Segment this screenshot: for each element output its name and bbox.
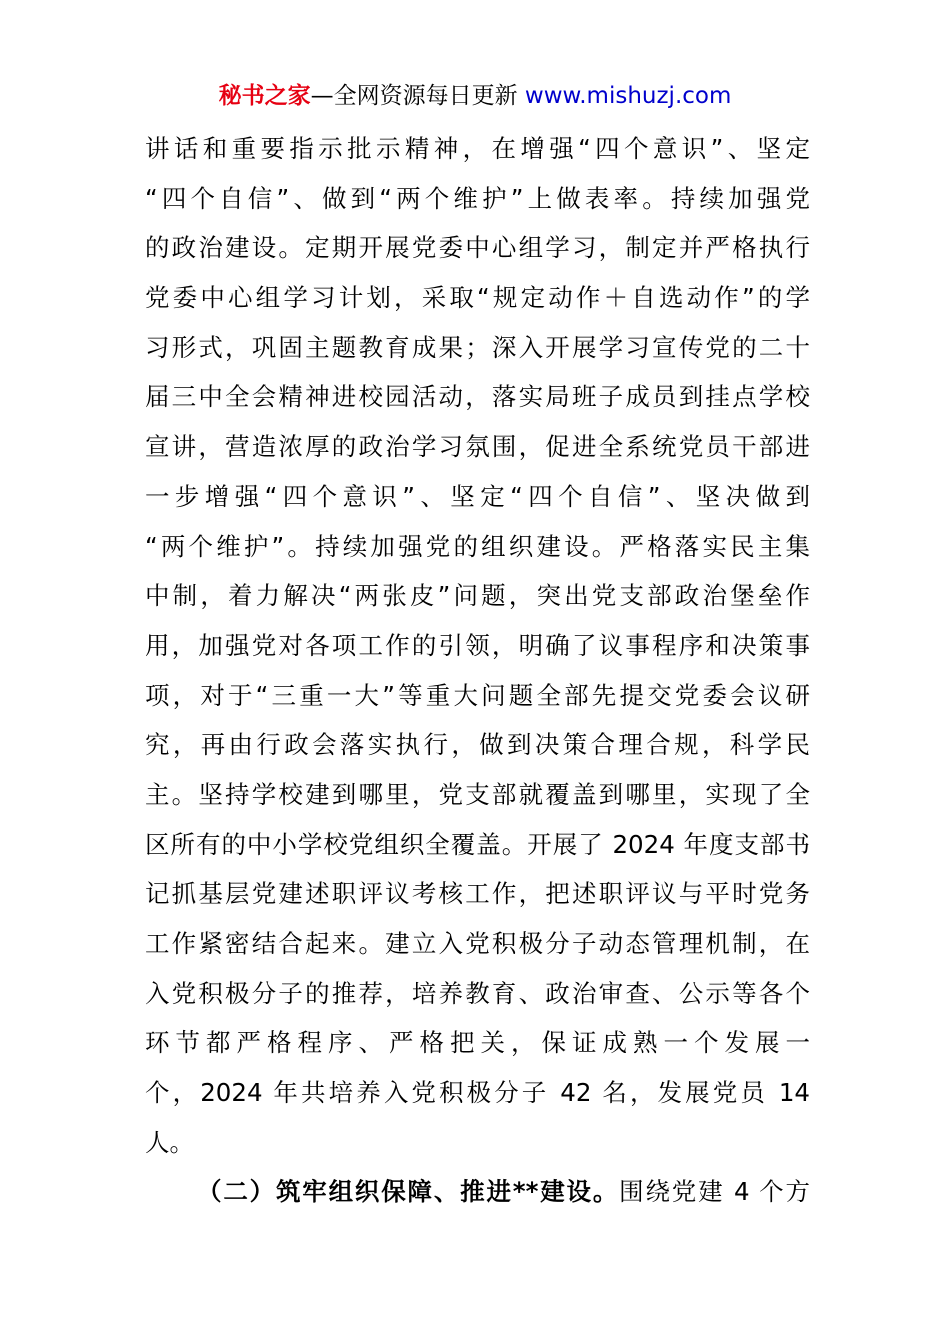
- site-url-link[interactable]: www.mishuzj.com: [524, 83, 732, 109]
- text-line: 的政治建设。定期开展党委中心组学习，制定并严格执行: [145, 233, 810, 263]
- paragraph-2: [145, 1167, 810, 1217]
- text-line: 用，加强党对各项工作的引领，明确了议事程序和决策事: [145, 630, 810, 660]
- text-line: 项，对于“三重一大”等重大问题全部先提交党委会议研: [145, 680, 810, 710]
- text-line: “四个自信”、做到“两个维护”上做表率。持续加强党: [145, 183, 810, 213]
- text-line: “两个维护”。持续加强党的组织建设。严格落实民主集: [145, 531, 810, 561]
- brand-name: 秘书之家: [218, 83, 311, 109]
- text-line: 记抓基层党建述职评议考核工作，把述职评议与平时党务: [145, 879, 810, 909]
- document-body: [145, 124, 810, 1217]
- text-line: 环节都严格程序、严格把关，保证成熟一个发展一: [145, 1028, 810, 1058]
- text-line: 区所有的中小学校党组织全覆盖。开展了 2024 年度支部书: [145, 829, 810, 859]
- text-line: 入党积极分子的推荐，培养教育、政治审查、公示等各个: [145, 978, 810, 1008]
- text-line: 工作紧密结合起来。建立入党积极分子动态管理机制，在: [145, 929, 810, 958]
- paragraph-1: [145, 124, 810, 1167]
- text-line: 一步增强“四个意识”、坚定“四个自信”、坚决做到: [145, 481, 810, 511]
- text-line: 讲话和重要指示批示精神，在增强“四个意识”、坚定: [145, 134, 810, 163]
- section-heading: （二）筑牢组织保障、推进**建设。: [197, 1177, 620, 1207]
- site-header: [0, 78, 950, 114]
- text-line: 主。坚持学校建到哪里，党支部就覆盖到哪里，实现了全: [145, 779, 810, 809]
- text-line: 究，再由行政会落实执行，做到决策合理合规，科学民: [145, 730, 810, 760]
- text-line: 宣讲，营造浓厚的政治学习氛围，促进全系统党员干部进: [145, 432, 810, 462]
- text-line: 届三中全会精神进校园活动，落实局班子成员到挂点学校: [145, 382, 810, 412]
- text-line: 人。: [145, 1127, 194, 1157]
- text-line: 党委中心组学习计划，采取“规定动作＋自选动作”的学: [145, 283, 810, 313]
- header-tagline: —全网资源每日更新: [310, 83, 525, 109]
- section-text: 围绕党建 4 个方: [619, 1177, 810, 1207]
- text-line: 个，2024 年共培养入党积极分子 42 名，发展党员 14: [145, 1078, 810, 1108]
- text-line: 习形式，巩固主题教育成果；深入开展学习宣传党的二十: [145, 332, 810, 362]
- text-line: 中制，着力解决“两张皮”问题，突出党支部政治堡垒作: [145, 581, 810, 611]
